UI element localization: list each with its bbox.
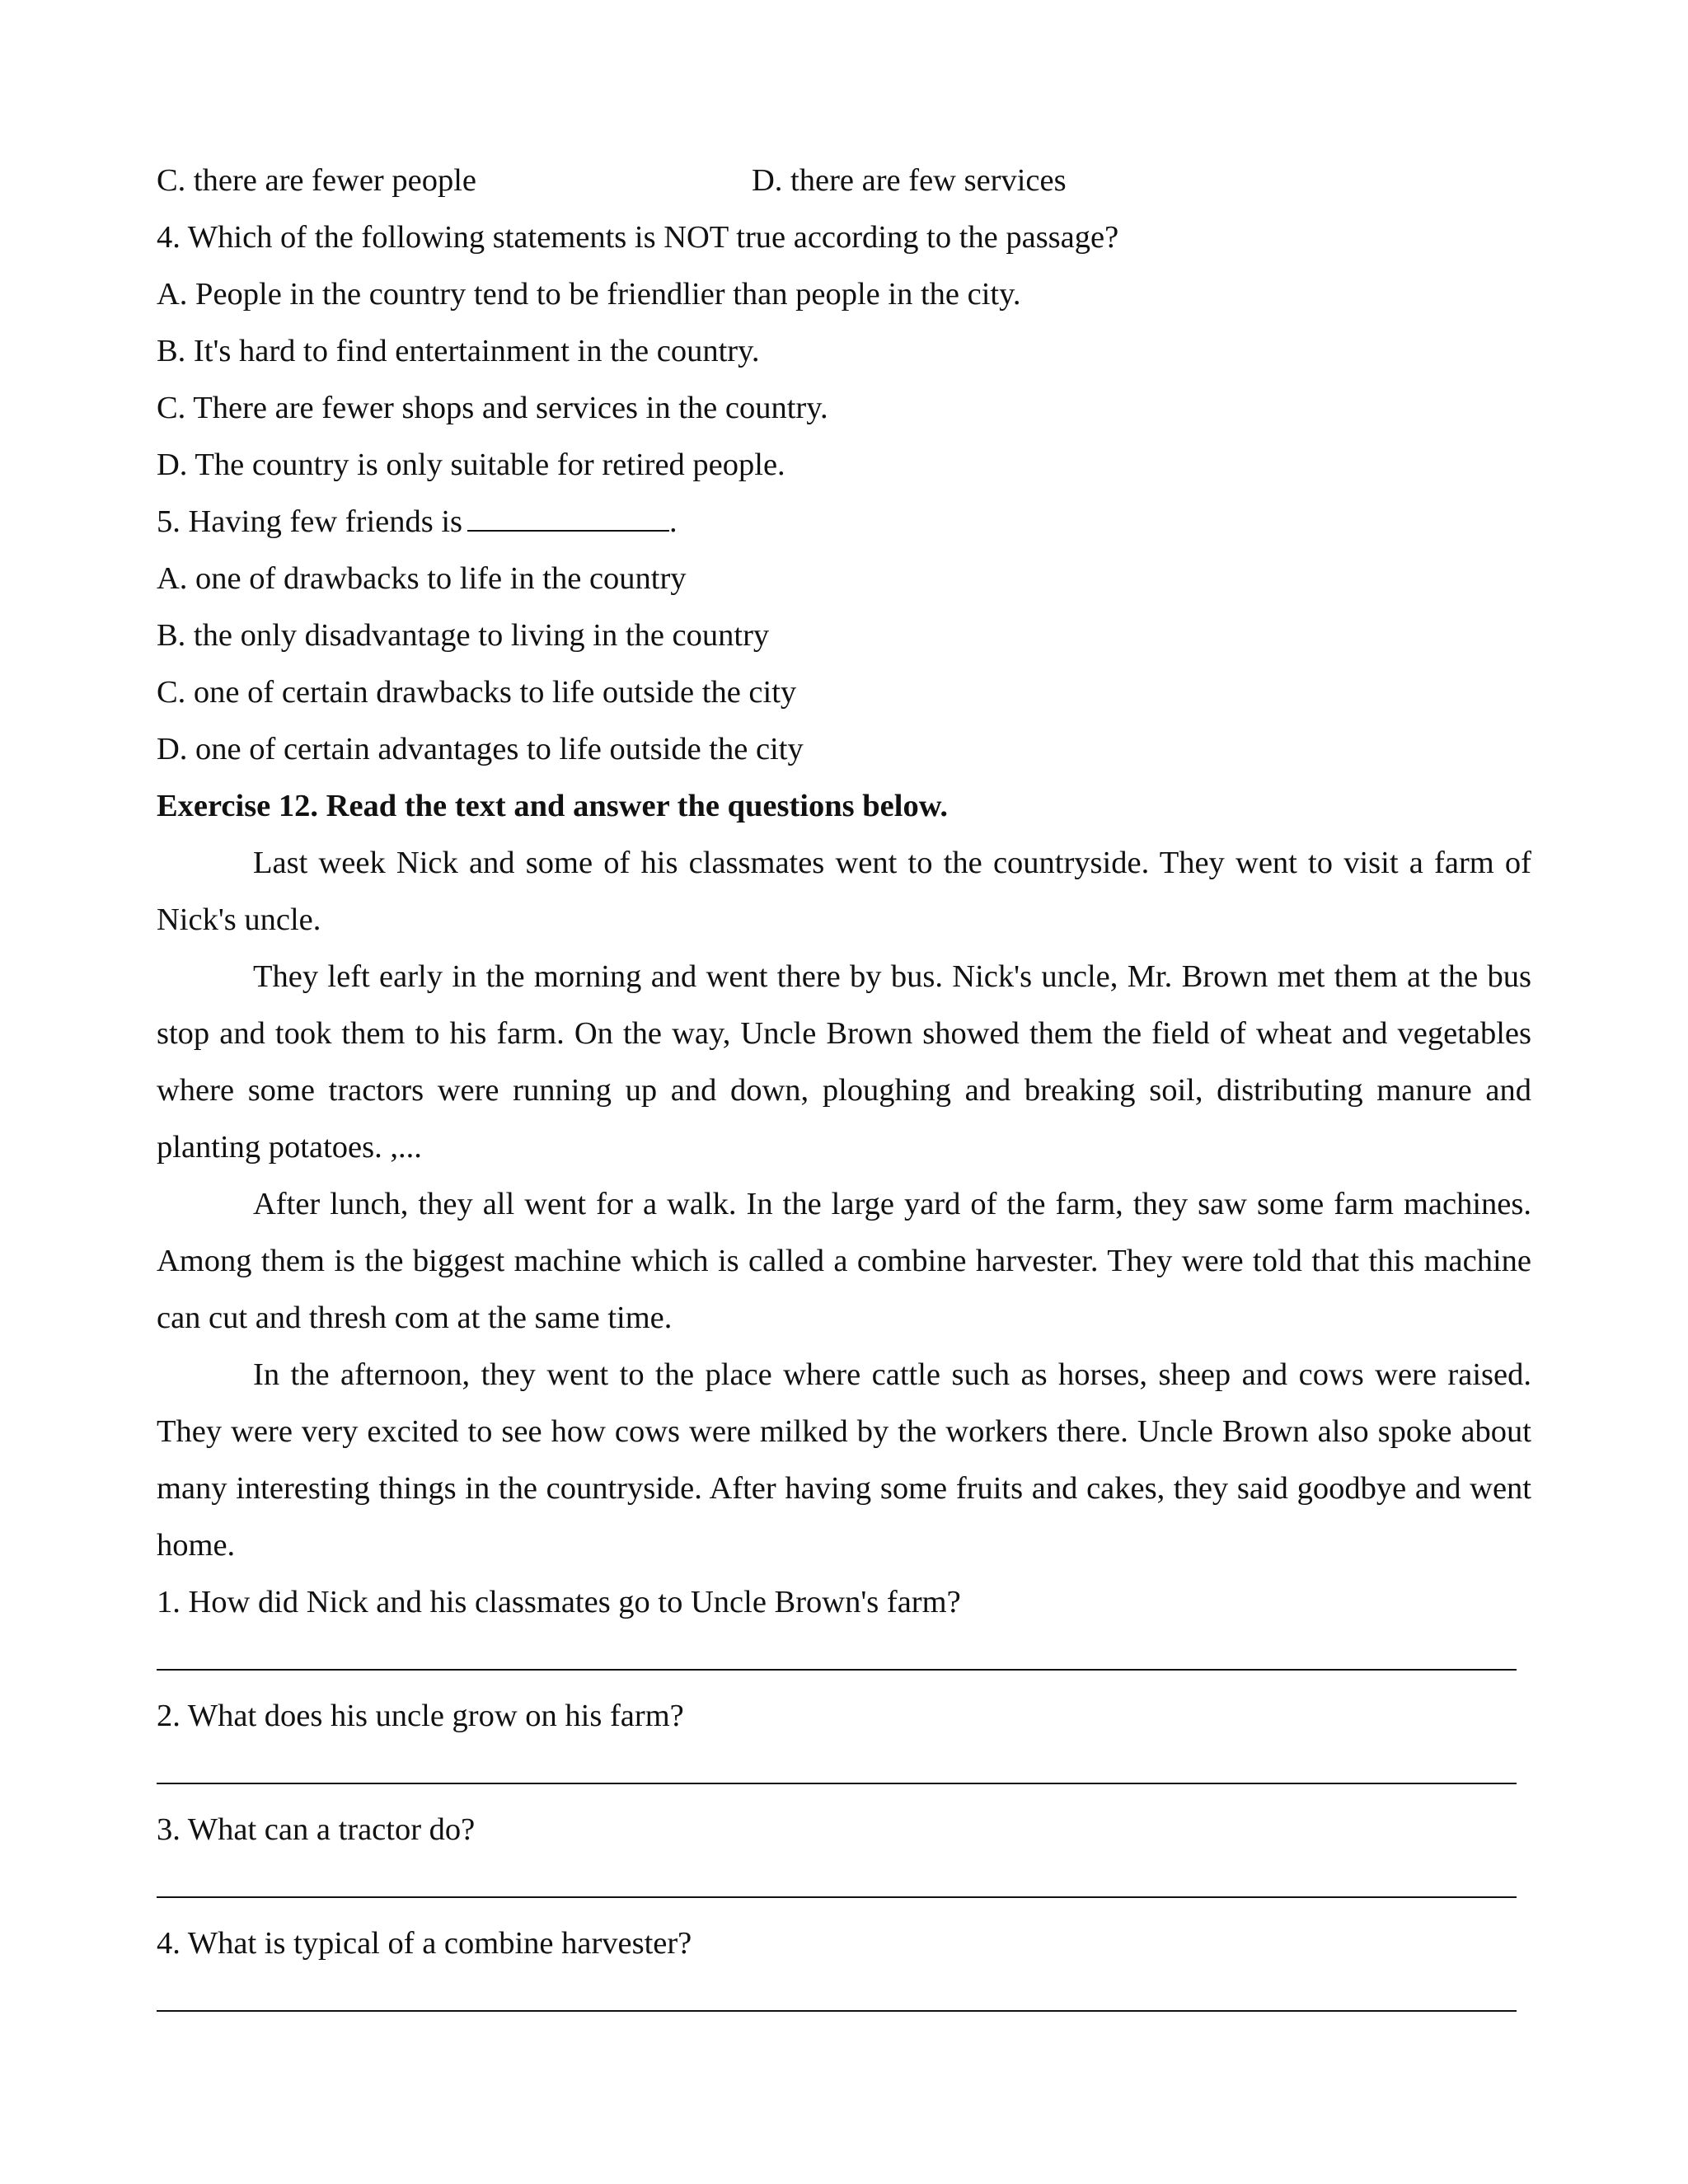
q5-fill-blank[interactable] bbox=[467, 494, 669, 532]
q5-option-b: B. the only disadvantage to living in the country bbox=[157, 618, 770, 653]
q5-option-d: D. one of certain advantages to life outside the city bbox=[157, 732, 804, 766]
question-4: 4. What is typical of a combine harvester? bbox=[157, 1926, 692, 1961]
q4-option-c: C. There are fewer shops and services in the country. bbox=[157, 391, 828, 425]
exercise-12-title: Exercise 12. Read the text and answer the questions below. bbox=[157, 789, 948, 823]
answer-line-3[interactable] bbox=[157, 1858, 1531, 1915]
q4-option-a: A. People in the country tend to be friendlier than people in the city. bbox=[157, 277, 1021, 312]
q3-option-c: C. there are fewer people bbox=[157, 163, 476, 198]
answer-rule bbox=[157, 1783, 1517, 1784]
worksheet-page bbox=[157, 152, 1531, 2029]
passage-paragraph-1: Last week Nick and some of his classmates went to the countryside. They went to visit a farm of Nick's uncle. bbox=[157, 846, 1531, 937]
passage-paragraph-4: In the afternoon, they went to the place where cattle such as horses, sheep and cows were raised. They were very excited to see how cows were milked by the workers there. Uncle Brown also spoke about many interesting things in the countryside. After having some fruits and cakes, they said goodbye and went home. bbox=[157, 1357, 1531, 1563]
answer-rule bbox=[157, 1896, 1517, 1898]
answer-line-4[interactable] bbox=[157, 1972, 1531, 2029]
q5-stem-text: 5. Having few friends is bbox=[157, 504, 463, 539]
answer-line-2[interactable] bbox=[157, 1745, 1531, 1802]
answer-rule bbox=[157, 1669, 1517, 1671]
q4-stem: 4. Which of the following statements is NOT true according to the passage? bbox=[157, 220, 1119, 255]
q5-stem-end: . bbox=[669, 504, 678, 539]
q5-option-a: A. one of drawbacks to life in the country bbox=[157, 561, 687, 596]
question-2: 2. What does his uncle grow on his farm? bbox=[157, 1699, 684, 1733]
question-1: 1. How did Nick and his classmates go to Uncle Brown's farm? bbox=[157, 1585, 961, 1619]
q4-option-d: D. The country is only suitable for retired people. bbox=[157, 448, 785, 482]
passage-paragraph-3: After lunch, they all went for a walk. In the large yard of the farm, they saw some farm machines. Among them is the biggest machine which is called a combine harvester. They were told that this machine can cut and thresh com at the same time. bbox=[157, 1187, 1531, 1335]
q4-option-b: B. It's hard to find entertainment in the country. bbox=[157, 334, 760, 368]
answer-line-1[interactable] bbox=[157, 1631, 1531, 1688]
q5-stem bbox=[157, 494, 1531, 551]
q3-option-d: D. there are few services bbox=[752, 163, 1067, 198]
q5-option-c: C. one of certain drawbacks to life outside the city bbox=[157, 675, 797, 710]
q3-options-row bbox=[157, 152, 1531, 209]
answer-rule bbox=[157, 2010, 1517, 2012]
passage-paragraph-2: They left early in the morning and went there by bus. Nick's uncle, Mr. Brown met them at the bus stop and took them to his farm. On the way, Uncle Brown showed them the field of wheat and vegetables where some tractors were running up and down, ploughing and breaking soil, distributing manure and planting potatoes. ,... bbox=[157, 959, 1531, 1165]
question-3: 3. What can a tractor do? bbox=[157, 1812, 476, 1847]
